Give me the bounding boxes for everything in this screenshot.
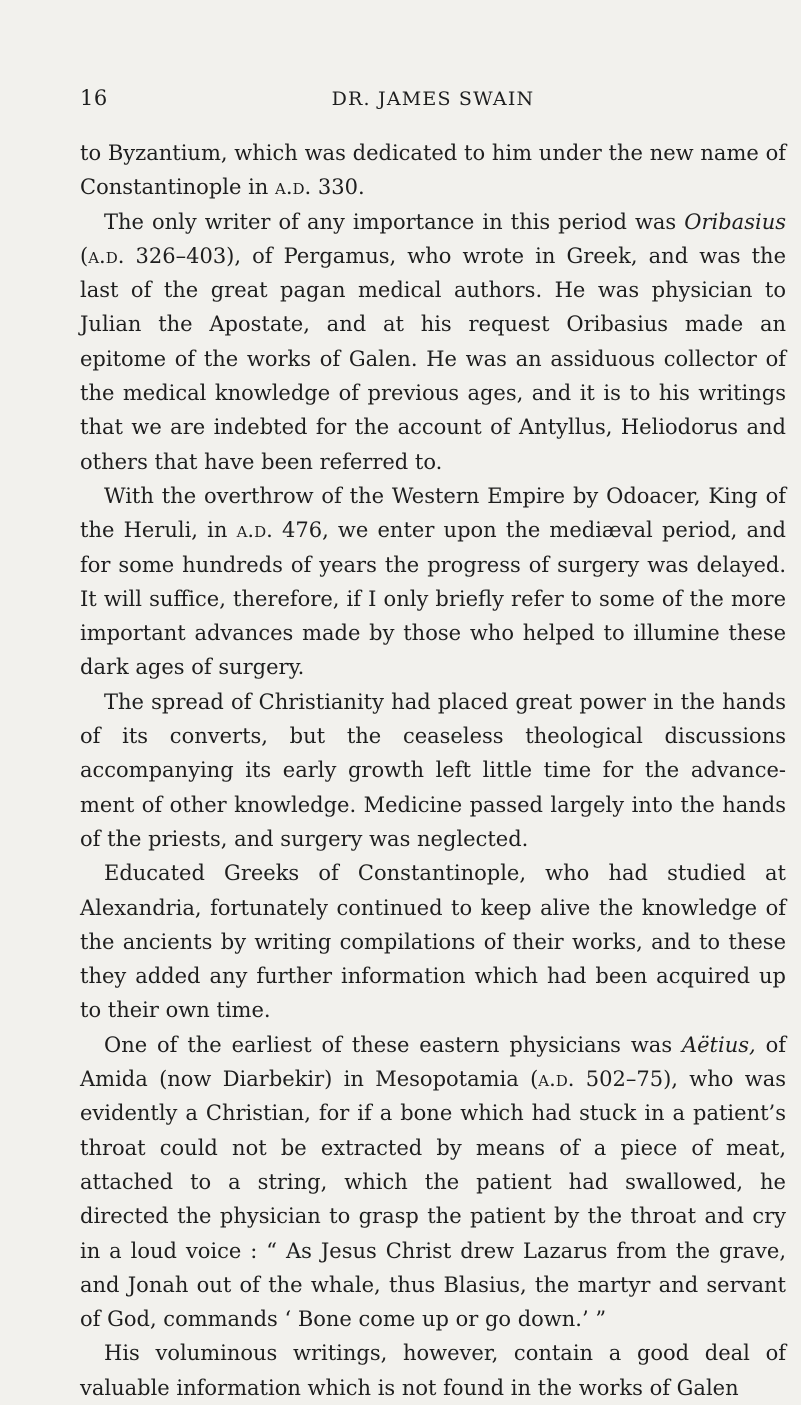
person-name-italic: Aëtius, bbox=[681, 1032, 756, 1057]
paragraph bbox=[80, 205, 786, 479]
text-segment: ( bbox=[80, 243, 89, 268]
paragraph bbox=[80, 479, 786, 685]
paragraph bbox=[80, 856, 786, 1027]
text-segment: 326–403), of Pergamus, who wrote in Greek, and was the last of the great pagan medical authors. He was physician to Julian the Apostate, and at his request Oribasius made an epitome of the works of Galen. He was an assiduous collector of the medical knowledge of previous ages, and it is to his writings that we are indebted for the account of Antyllus, Heliodorus and others that have been referred to. bbox=[80, 243, 786, 474]
paragraph bbox=[80, 136, 786, 205]
paragraph bbox=[80, 685, 786, 856]
page-header bbox=[80, 86, 786, 114]
text-segment: One of the earliest of these eastern physicians was bbox=[104, 1032, 682, 1057]
running-head: DR. JAMES SWAIN bbox=[331, 88, 535, 110]
text-segment: 330. bbox=[311, 175, 365, 200]
era-abbreviation: a.d. bbox=[538, 1067, 575, 1092]
era-abbreviation: a.d. bbox=[236, 518, 273, 543]
body-text bbox=[80, 136, 786, 1405]
text-segment: With the overthrow of the Western Empire by Odoacer, King of the Heruli, in bbox=[80, 483, 786, 543]
text-segment: The spread of Christianity had placed great power in the hands of its converts, but the ceaseless theological discussions accompanying its early growth left little time for the advance-ment of other knowledge. Medicine passed largely into the hands of the priests, and surgery was neglected. bbox=[80, 689, 786, 851]
text-segment: 476, we enter upon the mediæval period, and for some hundreds of years the progress of surgery was delayed. It will suffice, therefore, if I only briefly refer to some of the more important advances made by those who helped to illumine these dark ages of surgery. bbox=[80, 518, 786, 680]
text-segment: to Byzantium, which was dedicated to him under the new name of Constantinople in bbox=[80, 141, 786, 200]
paragraph bbox=[80, 1336, 786, 1405]
text-segment: 502–75), who was evidently a Christian, for if a bone which had stuck in a patient’s throat could not be extracted by means of a piece of meat, attached to a string, which the patient had swallowed, he directed the physician to grasp the patient by the throat and cry in a loud voice : “ As Jesus Christ drew Lazarus from the grave, and Jonah out of the whale, thus Blasius, the martyr and servant of God, commands ‘ Bone come up or go down.’ ” bbox=[80, 1067, 786, 1332]
text-segment: of Amida (now Diarbekir) in Mesopotamia ( bbox=[80, 1032, 786, 1092]
era-abbreviation: a.d. bbox=[275, 175, 312, 200]
text-segment: The only writer of any importance in this period was bbox=[104, 209, 685, 234]
page-number: 16 bbox=[80, 86, 108, 110]
text-segment: Educated Greeks of Constantinople, who had studied at Alexandria, fortunately continued to keep alive the knowledge of the ancients by writing compilations of their works, and to these they added any further information which had been acquired up to their own time. bbox=[80, 861, 786, 1023]
person-name-italic: Oribasius bbox=[684, 209, 786, 234]
paragraph bbox=[80, 1028, 786, 1337]
era-abbreviation: a.d. bbox=[88, 243, 125, 268]
text-segment: His voluminous writings, however, contain a good deal of valuable information which is not found in the works of Galen bbox=[80, 1341, 786, 1400]
